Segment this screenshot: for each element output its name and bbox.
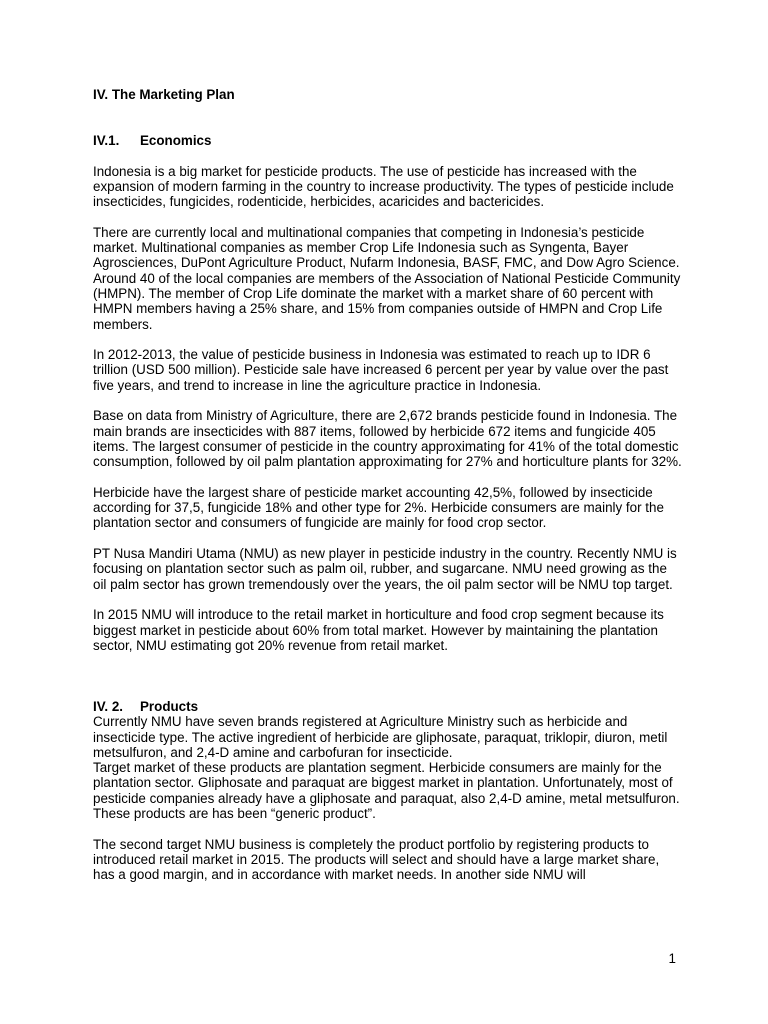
section-title: Products — [140, 698, 199, 714]
paragraph: PT Nusa Mandiri Utama (NMU) as new player in pesticide industry in the country. Recently NMU is focusing on plantation sector such as palm oil, rubber, and sugarcane. NMU need growing as the oil palm sector has grown tremendously over the years, the oil palm sector will be NMU top target. — [93, 546, 677, 592]
paragraph: Target market of these products are plantation segment. Herbicide consumers are mainly for the plantation sector. Gliphosate and paraquat are biggest market in plantation. Unfortunately, most of pesticide companies already have a gliphosate and paraquat, also 2,4-D amine, metal metsulfuron. These products are has been “generic product”. — [93, 760, 680, 822]
section-number: IV.1. — [93, 132, 120, 148]
section-number: IV. 2. — [93, 698, 124, 714]
section-heading-products — [93, 699, 683, 714]
paragraph: In 2015 NMU will introduce to the retail market in horticulture and food crop segment because its biggest market in pesticide about 60% from total market. However by maintaining the plantation sector, NMU estimating got 20% revenue from retail market. — [93, 607, 664, 653]
document-title: IV. The Marketing Plan — [93, 87, 235, 102]
paragraph: Currently NMU have seven brands registered at Agriculture Ministry such as herbicide and insecticide type. The active ingredient of herbicide are gliphosate, paraquat, triklopir, diuron, metil metsulfuron, and 2,4-D amine and carbofuran for insecticide. — [93, 714, 668, 760]
document-body — [93, 87, 683, 883]
paragraph: Indonesia is a big market for pesticide products. The use of pesticide has increased with the expansion of modern farming in the country to increase productivity. The types of pesticide include insecticides, fungicides, rodenticide, herbicides, acaricides and bactericides. — [93, 163, 674, 210]
section-title: Economics — [140, 132, 212, 148]
paragraph: There are currently local and multinational companies that competing in Indonesia’s pesticide market. Multinational companies as member Crop Life Indonesia such as Syngenta, Bayer Agrosciences, DuPont Agriculture Product, Nufarm Indonesia, BASF, FMC, and Dow Agro Science. Around 40 of the local companies are members of the Association of National Pesticide Community (HMPN). The member of Crop Life dominate the market with a market share of 60 percent with HMPN members having a 25% share, and 15% from companies outside of HMPN and Crop Life members. — [93, 224, 681, 332]
page-number: 1 — [668, 951, 676, 966]
paragraph: Base on data from Ministry of Agriculture, there are 2,672 brands pesticide found in Indonesia. The main brands are insecticides with 887 items, followed by herbicide 672 items and fungicide 405 items. The largest consumer of pesticide in the country approximating for 41% of the total domestic consumption, followed by oil palm plantation approximating for 27% and horticulture plants for 32%. — [93, 408, 682, 470]
paragraph: Herbicide have the largest share of pesticide market accounting 42,5%, followed by insecticide according for 37,5, fungicide 18% and other type for 2%. Herbicide consumers are mainly for the plantation sector and consumers of fungicide are mainly for food crop sector. — [93, 484, 664, 531]
section-heading-economics — [93, 133, 683, 148]
section-spacer — [93, 653, 683, 684]
section-spacer — [93, 684, 683, 699]
paragraph: The second target NMU business is completely the product portfolio by registering products to introduced retail market in 2015. The products will select and should have a large market share, has a good margin, and in accordance with market needs. In another side NMU will — [93, 836, 660, 883]
paragraph: In 2012-2013, the value of pesticide business in Indonesia was estimated to reach up to IDR 6 trillion (USD 500 million). Pesticide sale have increased 6 percent per year by value over the past five years, and trend to increase in line the agriculture practice in Indonesia. — [93, 347, 669, 393]
